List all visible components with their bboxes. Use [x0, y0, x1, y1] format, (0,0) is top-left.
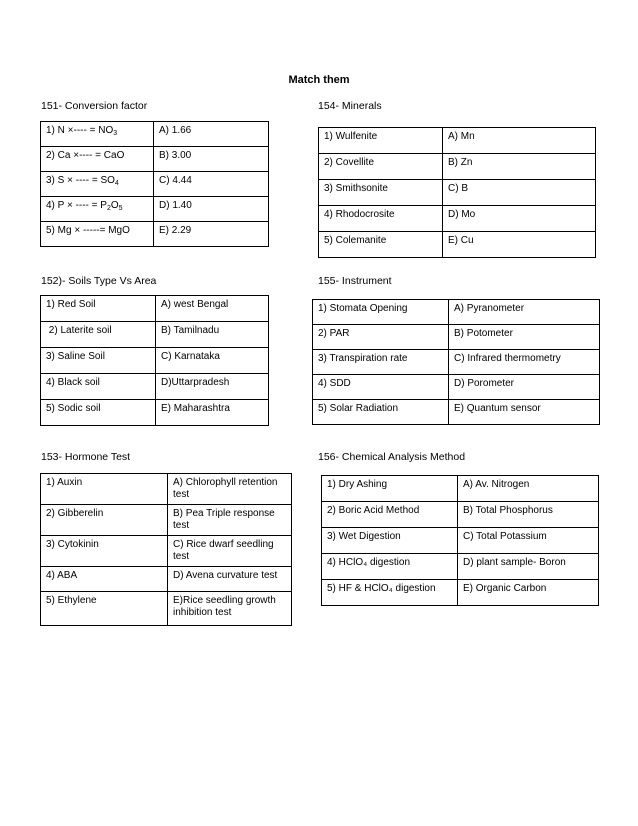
- table-row: [41, 536, 292, 567]
- table-row: [41, 122, 269, 147]
- table-cell-right: A) 1.66: [154, 122, 269, 147]
- table-154: [318, 127, 596, 258]
- table-cell-right: A) Mn: [443, 128, 596, 154]
- table-151: [40, 121, 269, 247]
- table-row: [322, 528, 599, 554]
- page-title: Match them: [288, 74, 350, 86]
- table-cell-left: 3) Saline Soil: [41, 348, 156, 374]
- table-row: [322, 502, 599, 528]
- table-cell-right: C) B: [443, 180, 596, 206]
- table-cell-right: D) Porometer: [449, 375, 600, 400]
- table-row: [313, 300, 600, 325]
- table-cell-left: 4) HClO₄ digestion: [322, 554, 458, 580]
- table-row: [41, 296, 269, 322]
- table-cell-right: E) Quantum sensor: [449, 400, 600, 425]
- table-cell-left: 1) Wulfenite: [319, 128, 443, 154]
- table-row: [319, 206, 596, 232]
- table-cell-right: C) Rice dwarf seedling test: [168, 536, 292, 567]
- table-row: [41, 400, 269, 426]
- table-row: [313, 400, 600, 425]
- section-heading-155: 155- Instrument: [318, 275, 392, 287]
- table-cell-right: A) Av. Nitrogen: [458, 476, 599, 502]
- table-row: [319, 154, 596, 180]
- table-cell-right: B) Total Phosphorus: [458, 502, 599, 528]
- table-cell-right: E) 2.29: [154, 222, 269, 247]
- table-row: [41, 172, 269, 197]
- table-cell-left: 1) N ×---- = $NO_3$: [41, 122, 154, 147]
- table-cell-right: C) 4.44: [154, 172, 269, 197]
- section-heading-153: 153- Hormone Test: [41, 451, 131, 463]
- table-cell-left: 2) Boric Acid Method: [322, 502, 458, 528]
- table-cell-left: 1) Red Soil: [41, 296, 156, 322]
- table-cell-left: 2) PAR: [313, 325, 449, 350]
- table-156: [321, 475, 599, 606]
- table-row: [41, 348, 269, 374]
- table-152: [40, 295, 269, 426]
- table-cell-left: 5) Colemanite: [319, 232, 443, 258]
- section-heading-151: 151- Conversion factor: [41, 100, 148, 112]
- table-cell-left: 1) Dry Ashing: [322, 476, 458, 502]
- table-cell-left: 2) Ca ×---- = CaO: [41, 147, 154, 172]
- table-cell-left: 5) Ethylene: [41, 592, 168, 626]
- table-cell-right: B) Zn: [443, 154, 596, 180]
- table-row: [313, 325, 600, 350]
- table-cell-left: 2) Gibberelin: [41, 505, 168, 536]
- table-cell-left: 4) P × ---- = $P_2O_5$: [41, 197, 154, 222]
- table-cell-right: A) west Bengal: [156, 296, 269, 322]
- table-cell-left: 4) Rhodocrosite: [319, 206, 443, 232]
- table-cell-left: 5) Sodic soil: [41, 400, 156, 426]
- table-cell-right: D) Avena curvature test: [168, 567, 292, 592]
- table-cell-right: A) Pyranometer: [449, 300, 600, 325]
- table-cell-right: C) Karnataka: [156, 348, 269, 374]
- table-cell-left: 5) HF & HClO₄ digestion: [322, 580, 458, 606]
- table-row: [41, 197, 269, 222]
- table-cell-left: 3) Wet Digestion: [322, 528, 458, 554]
- table-cell-right: D) plant sample- Boron: [458, 554, 599, 580]
- table-cell-right: D) 1.40: [154, 197, 269, 222]
- table-cell-left: 2) Covellite: [319, 154, 443, 180]
- table-row: [313, 375, 600, 400]
- table-row: [41, 592, 292, 626]
- table-row: [41, 374, 269, 400]
- table-cell-left: 4) ABA: [41, 567, 168, 592]
- table-cell-left: 4) Black soil: [41, 374, 156, 400]
- table-row: [41, 474, 292, 505]
- table-cell-left: 3) Smithsonite: [319, 180, 443, 206]
- table-cell-left: 2) Laterite soil: [41, 322, 156, 348]
- table-row: [41, 222, 269, 247]
- table-row: [313, 350, 600, 375]
- table-cell-right: E) Organic Carbon: [458, 580, 599, 606]
- table-cell-left: 3) Transpiration rate: [313, 350, 449, 375]
- table-row: [319, 180, 596, 206]
- table-cell-right: C) Infrared thermometry: [449, 350, 600, 375]
- table-row: [322, 476, 599, 502]
- table-row: [41, 505, 292, 536]
- table-cell-right: E) Cu: [443, 232, 596, 258]
- table-cell-left: 5) Solar Radiation: [313, 400, 449, 425]
- table-cell-right: B) Potometer: [449, 325, 600, 350]
- table-row: [322, 554, 599, 580]
- table-cell-right: B) Tamilnadu: [156, 322, 269, 348]
- table-cell-right: A) Chlorophyll retention test: [168, 474, 292, 505]
- section-heading-156: 156- Chemical Analysis Method: [318, 451, 466, 463]
- table-cell-right: C) Total Potassium: [458, 528, 599, 554]
- table-cell-right: E)Rice seedling growth inhibition test: [168, 592, 292, 626]
- table-cell-left: 1) Stomata Opening: [313, 300, 449, 325]
- table-cell-left: 3) Cytokinin: [41, 536, 168, 567]
- table-cell-right: B) Pea Triple response test: [168, 505, 292, 536]
- table-cell-right: E) Maharashtra: [156, 400, 269, 426]
- table-cell-right: D) Mo: [443, 206, 596, 232]
- section-heading-152: 152)- Soils Type Vs Area: [41, 275, 157, 287]
- table-155: [312, 299, 600, 425]
- table-cell-left: 4) SDD: [313, 375, 449, 400]
- table-cell-left: 3) S × ---- = $SO_4$: [41, 172, 154, 197]
- table-153: [40, 473, 292, 626]
- table-row: [41, 147, 269, 172]
- table-cell-left: 1) Auxin: [41, 474, 168, 505]
- table-cell-right: B) 3.00: [154, 147, 269, 172]
- table-row: [319, 128, 596, 154]
- table-cell-left: 5) Mg × -----= MgO: [41, 222, 154, 247]
- table-row: [41, 322, 269, 348]
- table-row: [319, 232, 596, 258]
- table-row: [41, 567, 292, 592]
- table-cell-right: D)Uttarpradesh: [156, 374, 269, 400]
- section-heading-154: 154- Minerals: [318, 100, 382, 112]
- table-row: [322, 580, 599, 606]
